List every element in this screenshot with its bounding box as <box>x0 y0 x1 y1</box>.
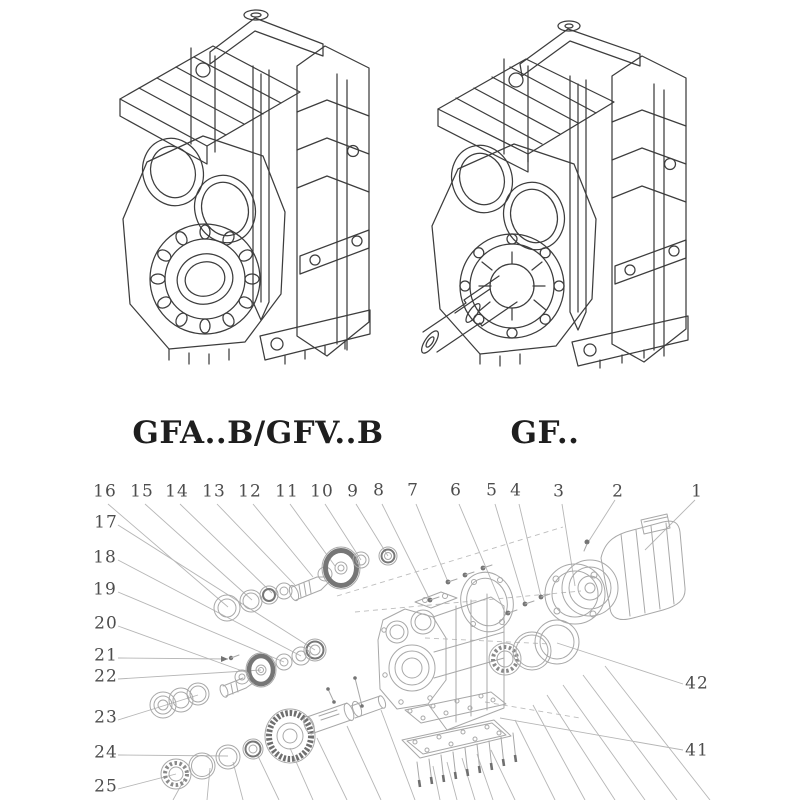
callout-3: 3 <box>553 481 565 502</box>
callout-22: 22 <box>94 666 118 687</box>
gearbox-drawing-hollow-shaft <box>85 4 400 376</box>
callout-2: 2 <box>612 481 624 502</box>
callout-24: 24 <box>94 742 118 763</box>
callout-16: 16 <box>93 481 117 502</box>
callout-5: 5 <box>486 480 498 501</box>
callout-21: 21 <box>94 645 118 666</box>
callout-41: 41 <box>685 740 709 761</box>
callout-15: 15 <box>130 481 154 502</box>
callout-14: 14 <box>165 481 189 502</box>
callout-12: 12 <box>238 481 262 502</box>
callout-42: 42 <box>685 673 709 694</box>
callout-8: 8 <box>373 480 385 501</box>
upper-gear-stack <box>214 547 397 621</box>
exploded-view-art <box>85 470 715 800</box>
middle-gear-stack <box>150 639 326 718</box>
callout-23: 23 <box>94 707 118 728</box>
centerlines <box>337 527 581 718</box>
callout-19: 19 <box>93 579 117 600</box>
callout-13: 13 <box>202 481 226 502</box>
callout-10: 10 <box>310 481 334 502</box>
caption-gf: GF.. <box>510 415 580 451</box>
flange-adapter <box>454 564 605 638</box>
callout-4: 4 <box>510 480 522 501</box>
output-gear-stack <box>161 676 387 789</box>
gfab-housing-art <box>120 10 370 364</box>
callout-1: 1 <box>691 481 703 502</box>
callout-17: 17 <box>94 512 118 533</box>
gf-housing-art <box>419 21 688 368</box>
callout-20: 20 <box>94 613 118 634</box>
gear-housing <box>378 592 504 730</box>
callout-7: 7 <box>407 480 419 501</box>
bearing-ring-set <box>489 620 579 675</box>
leader-lines <box>108 500 695 789</box>
gearbox-drawing-solid-shaft <box>400 4 720 379</box>
gasket-cover-bolts <box>402 692 516 787</box>
motor <box>562 514 685 620</box>
callout-6: 6 <box>450 480 462 501</box>
callout-18: 18 <box>93 547 117 568</box>
callout-9: 9 <box>347 481 359 502</box>
caption-gfab: GFA..B/GFV..B <box>132 415 384 451</box>
callout-11: 11 <box>275 481 299 502</box>
callout-25: 25 <box>94 776 118 797</box>
